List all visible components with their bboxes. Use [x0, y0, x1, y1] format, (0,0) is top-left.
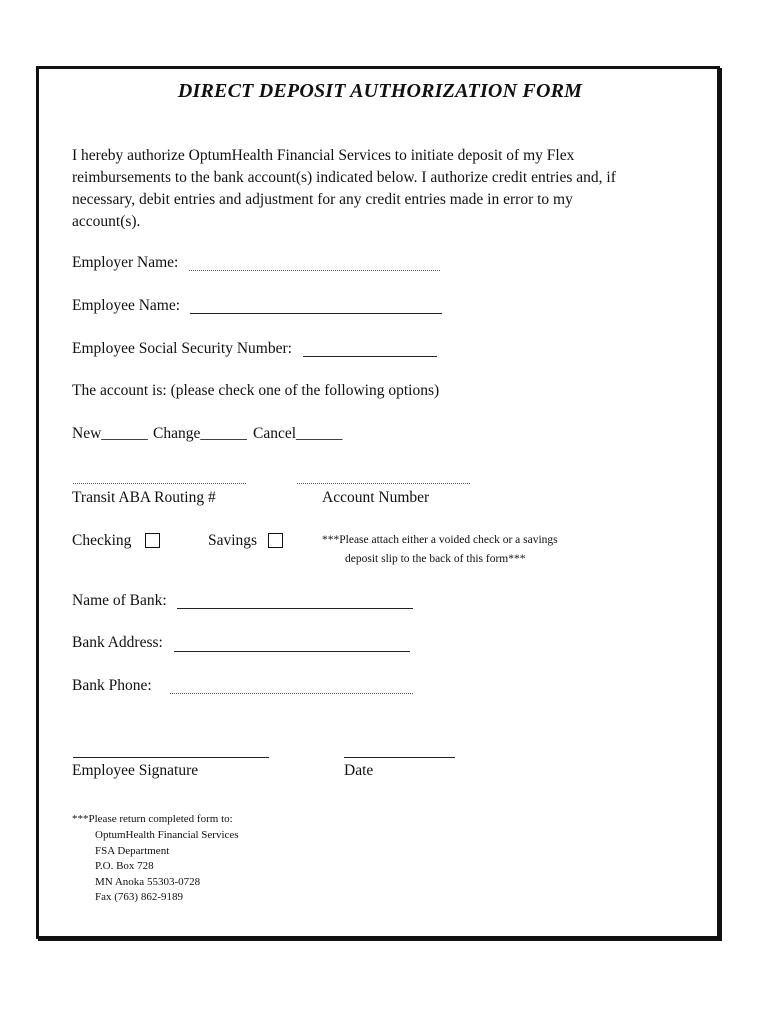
savings-label: Savings	[208, 532, 258, 549]
bank-address-field[interactable]	[174, 651, 410, 652]
signature-field[interactable]	[73, 757, 269, 758]
bank-phone-field[interactable]	[170, 693, 413, 694]
employee-name-field[interactable]	[190, 313, 442, 314]
routing-number-field[interactable]	[73, 483, 246, 484]
return-line-fax: Fax (763) 862-9189	[95, 891, 183, 903]
employer-name-label: Employer Name:	[72, 254, 179, 271]
bank-name-label: Name of Bank:	[72, 592, 167, 609]
return-line-department: FSA Department	[95, 844, 170, 857]
ssn-label: Employee Social Security Number:	[72, 340, 292, 357]
form-title: DIRECT DEPOSIT AUTHORIZATION FORM	[177, 80, 583, 102]
account-number-field[interactable]	[297, 483, 470, 484]
employer-name-field[interactable]	[189, 270, 440, 271]
employee-name-label: Employee Name:	[72, 297, 181, 314]
return-heading: ***Please return completed form to:	[72, 813, 233, 825]
signature-label: Employee Signature	[72, 762, 199, 779]
account-number-label: Account Number	[322, 489, 430, 506]
attach-note-line2: deposit slip to the back of this form***	[345, 553, 526, 565]
routing-number-label: Transit ABA Routing #	[72, 489, 216, 506]
ssn-field[interactable]	[303, 356, 437, 357]
bank-name-field[interactable]	[177, 608, 413, 609]
savings-checkbox[interactable]	[268, 533, 283, 548]
return-line-city: MN Anoka 55303-0728	[95, 875, 201, 888]
date-label: Date	[344, 762, 374, 779]
return-line-po-box: P.O. Box 728	[95, 860, 154, 872]
checking-label: Checking	[72, 532, 132, 549]
attach-note-line1: ***Please attach either a voided check or a savings	[322, 534, 558, 546]
option-change[interactable]: Change______	[153, 425, 247, 442]
checking-checkbox[interactable]	[145, 533, 160, 548]
date-field[interactable]	[344, 757, 455, 758]
option-cancel[interactable]: Cancel______	[253, 425, 343, 442]
authorization-paragraph: I hereby authorize OptumHealth Financial Services to initiate deposit of my Flex reimbursements to the bank account(s) indicated below. I authorize credit entries and, if necessary, debit entries and adjustment for any credit entries made in error to my account(s).	[72, 147, 616, 230]
bank-address-label: Bank Address:	[72, 634, 163, 651]
option-new[interactable]: New______	[72, 425, 148, 442]
account-instruction: The account is: (please check one of the following options)	[72, 382, 440, 399]
return-line-company: OptumHealth Financial Services	[95, 829, 239, 841]
return-address	[95, 828, 239, 906]
bank-phone-label: Bank Phone:	[72, 677, 152, 694]
